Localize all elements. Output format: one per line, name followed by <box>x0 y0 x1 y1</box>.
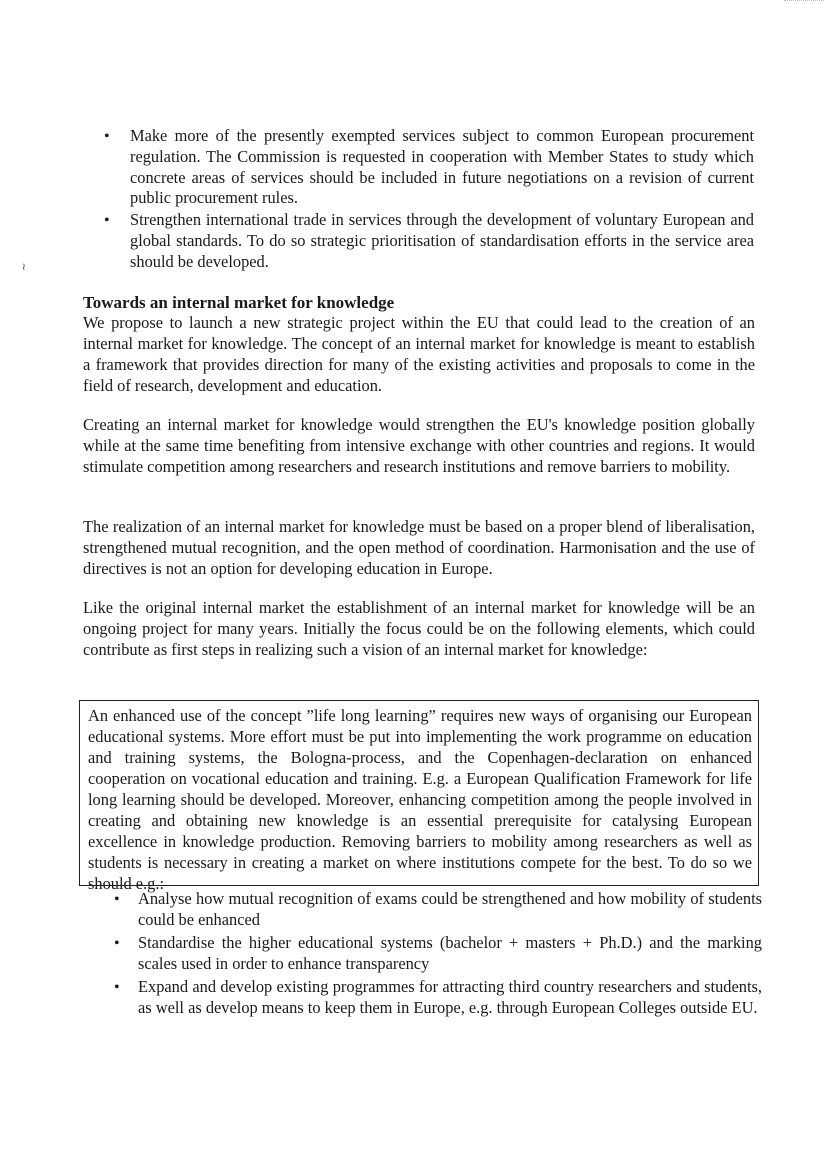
list-item <box>114 933 762 975</box>
list-item <box>114 889 762 931</box>
boxed-paragraph: An enhanced use of the concept ”life long learning” requires new ways of organising our European educational systems. More effort must be put into implementing the work programme on education and training systems, the Bologna-process, and the Copenhagen-declaration on enhanced cooperation on vocational education and training. E.g. a European Qualification Framework for life long learning should be developed. Moreover, enhancing competition among the people involved in creating and obtaining new knowledge is an essential prerequisite for catalysing European excellence in knowledge production. Removing barriers to mobility among researchers as well as students is necessary in creating a market on where institutions compete for the best. To do so we should e.g.: <box>79 700 759 886</box>
list-item-text: Standardise the higher educational systems (bachelor + masters + Ph.D.) and the marking scales used in order to enhance transparency <box>138 933 762 973</box>
list-item-text: Strengthen international trade in services through the development of voluntary European and global standards. To do so strategic prioritisation of standardisation efforts in the service area should be developed. <box>130 210 754 271</box>
paragraph: The realization of an internal market for knowledge must be based on a proper blend of liberalisation, strengthened mutual recognition, and the open method of coordination. Harmonisation and the use of directives is not an option for developing education in Europe. <box>83 517 755 578</box>
bullet-icon: • <box>114 935 120 952</box>
list-item-text: Analyse how mutual recognition of exams could be strengthened and how mobility of students could be enhanced <box>138 889 762 929</box>
list-item-text: Make more of the presently exempted services subject to common European procurement regulation. The Commission is requested in cooperation with Member States to study which concrete areas of services should be included in future negotiations on a revision of current public procurement rules. <box>130 126 754 208</box>
list-item <box>114 977 762 1019</box>
paragraph: Creating an internal market for knowledge would strengthen the EU's knowledge position globally while at the same time benefiting from intensive exchange with other countries and regions. It would stimulate competition among researchers and research institutions and remove barriers to mobility. <box>83 415 755 476</box>
paragraph: We propose to launch a new strategic project within the EU that could lead to the creation of an internal market for knowledge. The concept of an internal market for knowledge is meant to establish a framework that provides direction for many of the existing activities and proposals to come in the field of research, development and education. <box>83 313 755 395</box>
scan-artifact <box>784 0 824 5</box>
list-item <box>104 126 754 209</box>
section-heading: Towards an internal market for knowledge <box>83 293 395 312</box>
list-item-text: Expand and develop existing programmes for attracting third country researchers and students, as well as develop means to keep them in Europe, e.g. through European Colleges outside EU. <box>138 977 762 1017</box>
bullet-icon: • <box>104 128 110 145</box>
list-item <box>104 210 754 272</box>
paragraph: Like the original internal market the establishment of an internal market for knowledge will be an ongoing project for many years. Initially the focus could be on the following elements, which could contribute as first steps in realizing such a vision of an internal market for knowledge: <box>83 598 755 659</box>
bullet-icon: • <box>114 979 120 996</box>
bullet-icon: • <box>104 212 110 229</box>
stray-mark: ≀ <box>22 262 26 273</box>
bullet-icon: • <box>114 891 120 908</box>
